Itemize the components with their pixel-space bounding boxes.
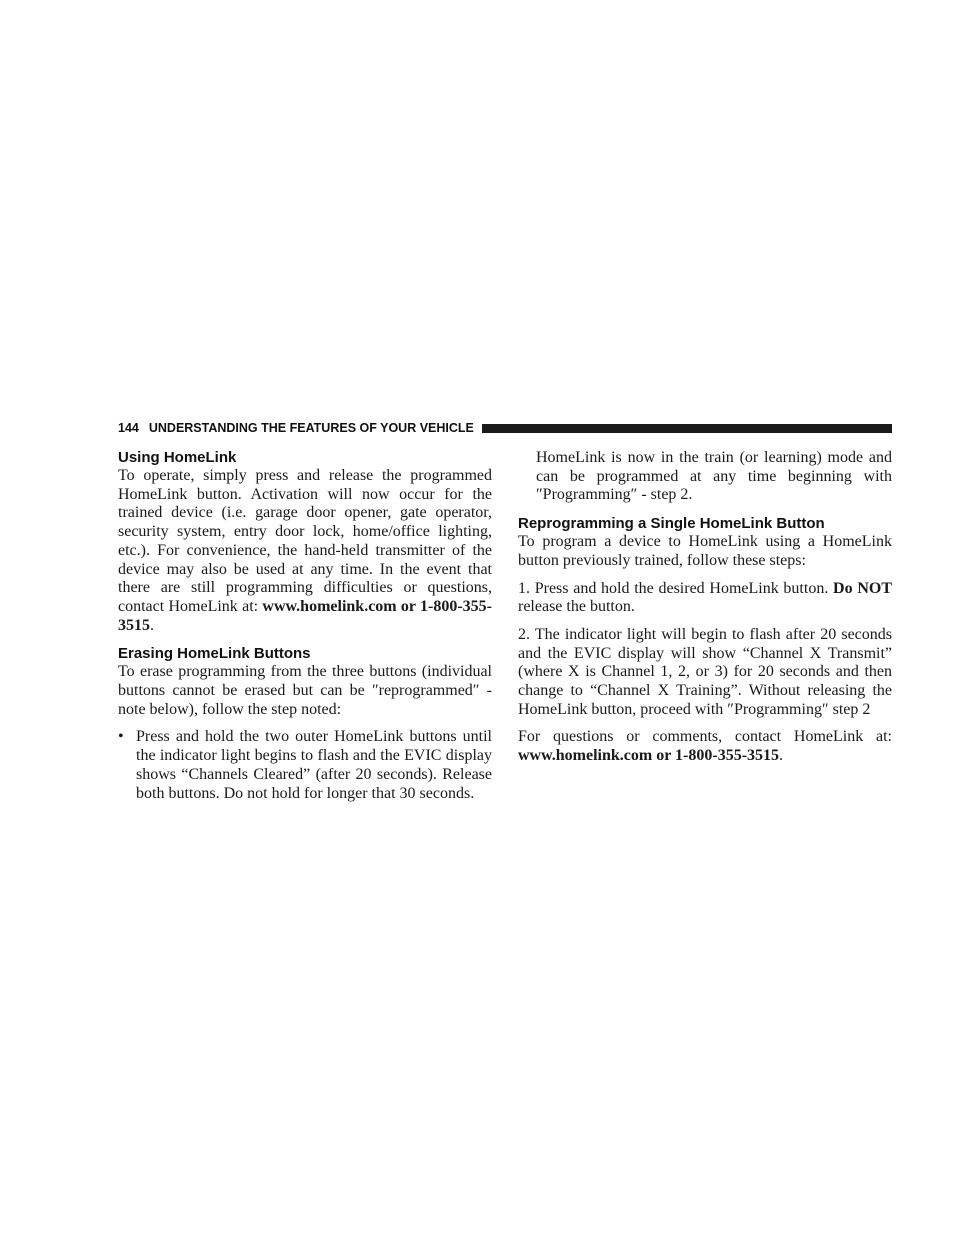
right-column: [518, 449, 892, 766]
do-not-emphasis: Do NOT: [833, 579, 892, 597]
reprogramming-heading: Reprogramming a Single HomeLink Button: [518, 515, 825, 533]
homelink-contact-2: www.homelink.com or 1-800-355-3515: [518, 747, 780, 765]
page-header: [118, 420, 892, 436]
reprogramming-intro: To program a device to HomeLink using a HomeLink button previously trained, follow these steps:: [518, 533, 892, 569]
reprogramming-step-1: 1. Press and hold the desired HomeLink button. Do NOT release the button.: [518, 579, 892, 616]
homelink-contact: www.homelink.com or 1-800-355-3515: [118, 597, 492, 634]
continued-bullet-text: HomeLink is now in the train (or learning) mode and can be programmed at any time beginning with ″Programming″ - step 2.: [536, 449, 892, 504]
erase-step-text: Press and hold the two outer HomeLink buttons until the indicator light begins to flash and the EVIC display shows “Channels Cleared” (after 20 seconds). Release both buttons. Do not hold for longer that 30 seconds.: [136, 728, 492, 802]
reprogramming-step-2: 2. The indicator light will begin to flash after 20 seconds and the EVIC display will show “Channel X Transmit” (where X is Channel 1, 2, or 3) for 20 seconds and then change to “Channel X Training”. Without releasing the HomeLink button, proceed with ″Programming″ step 2: [518, 625, 892, 718]
erasing-heading: Erasing HomeLink Buttons: [118, 645, 311, 663]
left-column: [118, 449, 492, 803]
erase-step-bullet: [118, 728, 492, 803]
page-number: 144: [118, 421, 139, 435]
questions-contact: For questions or comments, contact HomeLink at: www.homelink.com or 1-800-355-3515.: [518, 728, 892, 765]
using-homelink-body: To operate, simply press and release the programmed HomeLink button. Activation will now occur for the trained device (i.e. garage door opener, gate operator, security system, entry door lock, home/office lighting, etc.). For convenience, the hand-held transmitter of the device may also be used at any time. In the event that there are still programming difficulties or questions, contact HomeLink at: www.homelink.com or 1-800-355-3515.: [118, 467, 492, 634]
chapter-title: UNDERSTANDING THE FEATURES OF YOUR VEHICLE: [148, 421, 474, 435]
erasing-body: To erase programming from the three buttons (individual buttons cannot be erased but can be ″reprogrammed″ - note below), follow the step noted:: [118, 663, 492, 718]
using-homelink-heading: Using HomeLink: [118, 449, 237, 466]
header-rule: [482, 424, 892, 433]
bullet-icon: •: [118, 728, 124, 746]
